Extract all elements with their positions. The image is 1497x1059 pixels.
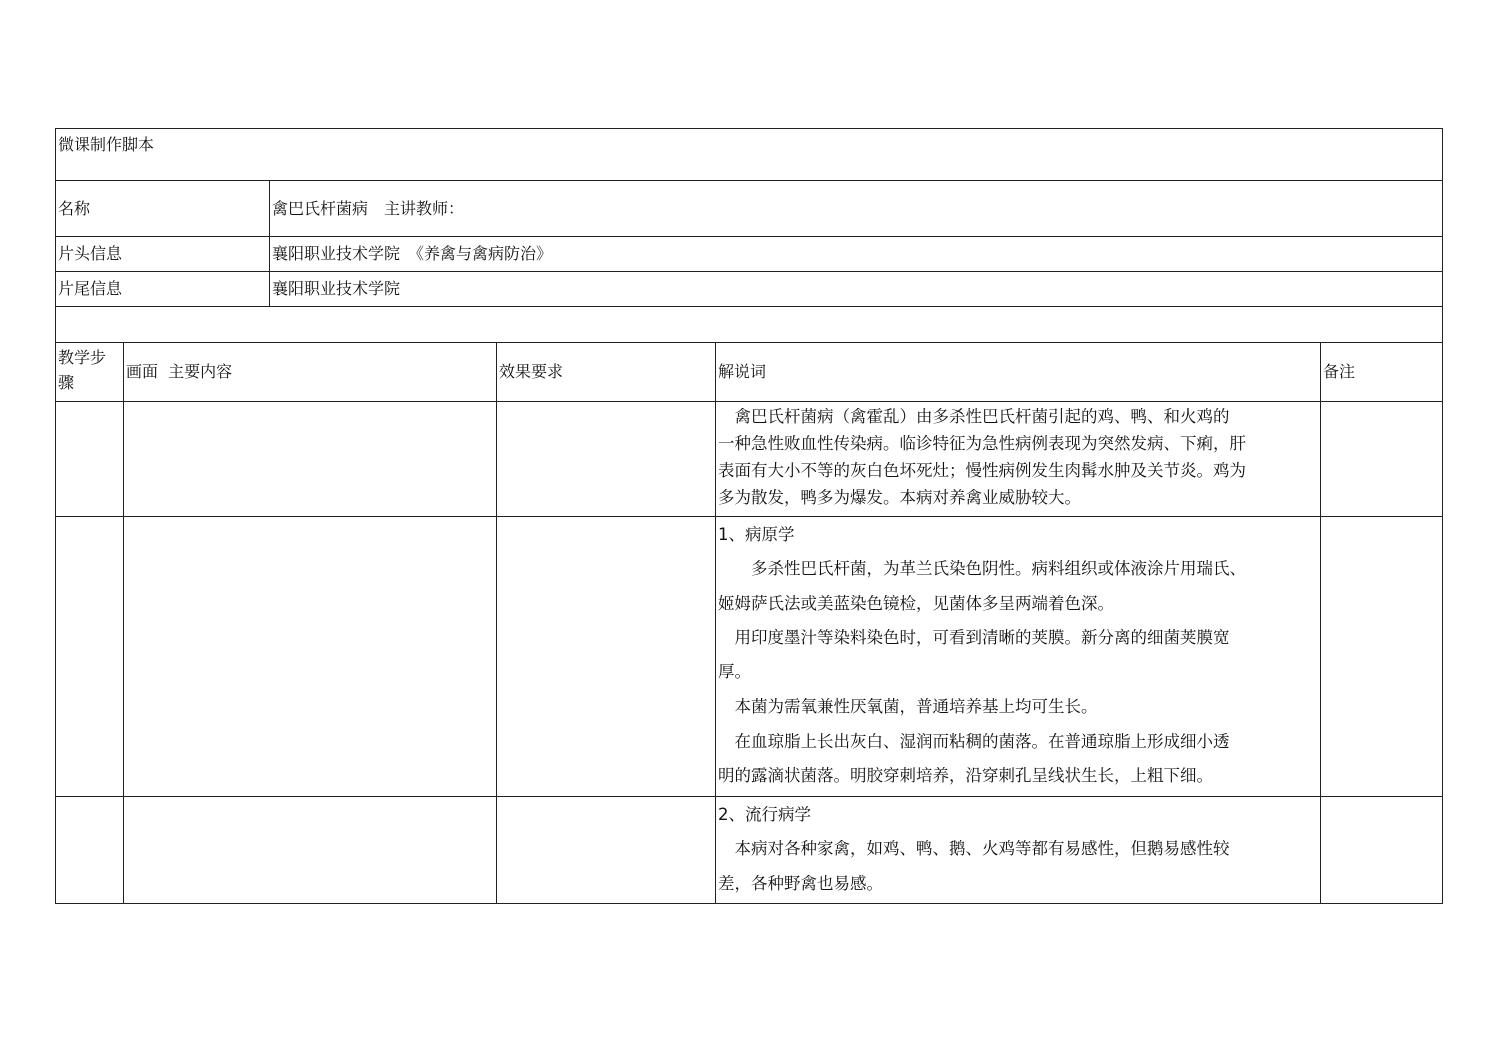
narration-line: 差，各种野禽也易感。 xyxy=(718,874,883,893)
narration-line: 姬姆萨氏法或美蓝染色镜检，见菌体多呈两端着色深。 xyxy=(718,594,1114,613)
name-label: 名称 xyxy=(58,199,91,218)
column-header-narration: 解说词 xyxy=(718,362,767,381)
column-divider xyxy=(715,342,716,903)
head-info-label: 片头信息 xyxy=(58,244,123,263)
narration-line: 厚。 xyxy=(718,662,751,681)
column-header-step xyxy=(58,348,106,393)
column-divider xyxy=(269,180,270,307)
name-value: 禽巴氏杆菌病 主讲教师： xyxy=(272,199,465,218)
narration-line: 2、流行病学 xyxy=(718,805,811,824)
row-divider xyxy=(56,271,1442,272)
script-table xyxy=(55,128,1443,904)
document-title: 微课制作脚本 xyxy=(58,135,155,154)
column-header-effect: 效果要求 xyxy=(499,362,564,381)
column-divider xyxy=(123,342,124,903)
narration-line: 1、病原学 xyxy=(718,525,795,544)
narration-line: 表面有大小不等的灰白色坏死灶；慢性病例发生肉髯水肿及关节炎。鸡为 xyxy=(718,461,1246,480)
narration-line: 本病对各种家禽，如鸡、鸭、鹅、火鸡等都有易感性，但鹅易感性较 xyxy=(718,839,1230,858)
narration-line: 用印度墨汁等染料染色时，可看到清晰的荚膜。新分离的细菌荚膜宽 xyxy=(718,628,1230,647)
row-divider xyxy=(56,236,1442,237)
row-divider xyxy=(56,306,1442,307)
row-divider xyxy=(56,401,1442,402)
narration-line: 明的露滴状菌落。明胶穿刺培养，沿穿刺孔呈线状生长，上粗下细。 xyxy=(718,766,1213,785)
tail-info-value: 襄阳职业技术学院 xyxy=(272,279,401,298)
column-header-step-line1: 教学步 xyxy=(58,348,107,367)
row-divider xyxy=(56,516,1442,517)
column-header-note: 备注 xyxy=(1323,362,1356,381)
row-divider xyxy=(56,342,1442,343)
column-header-picture: 画面 主要内容 xyxy=(126,362,233,381)
narration-line: 本菌为需氧兼性厌氧菌，普通培养基上均可生长。 xyxy=(718,697,1098,716)
head-info-value: 襄阳职业技术学院 《养禽与禽病防治》 xyxy=(272,244,553,263)
narration-line: 一种急性败血性传染病。临诊特征为急性病例表现为突然发病、下痢，肝 xyxy=(718,434,1246,453)
row-divider xyxy=(56,180,1442,181)
narration-line: 多杀性巴氏杆菌，为革兰氏染色阴性。病料组织或体液涂片用瑞氏、 xyxy=(718,559,1246,578)
column-divider xyxy=(1320,342,1321,903)
narration-line: 在血琼脂上长出灰白、湿润而粘稠的菌落。在普通琼脂上形成细小透 xyxy=(718,732,1230,751)
tail-info-label: 片尾信息 xyxy=(58,279,123,298)
narration-line: 多为散发，鸭多为爆发。本病对养禽业威胁较大。 xyxy=(718,488,1081,507)
row-divider xyxy=(56,796,1442,797)
column-divider xyxy=(496,342,497,903)
column-header-step-line2: 骤 xyxy=(58,373,75,392)
narration-line: 禽巴氏杆菌病（禽霍乱）由多杀性巴氏杆菌引起的鸡、鸭、和火鸡的 xyxy=(718,407,1230,426)
